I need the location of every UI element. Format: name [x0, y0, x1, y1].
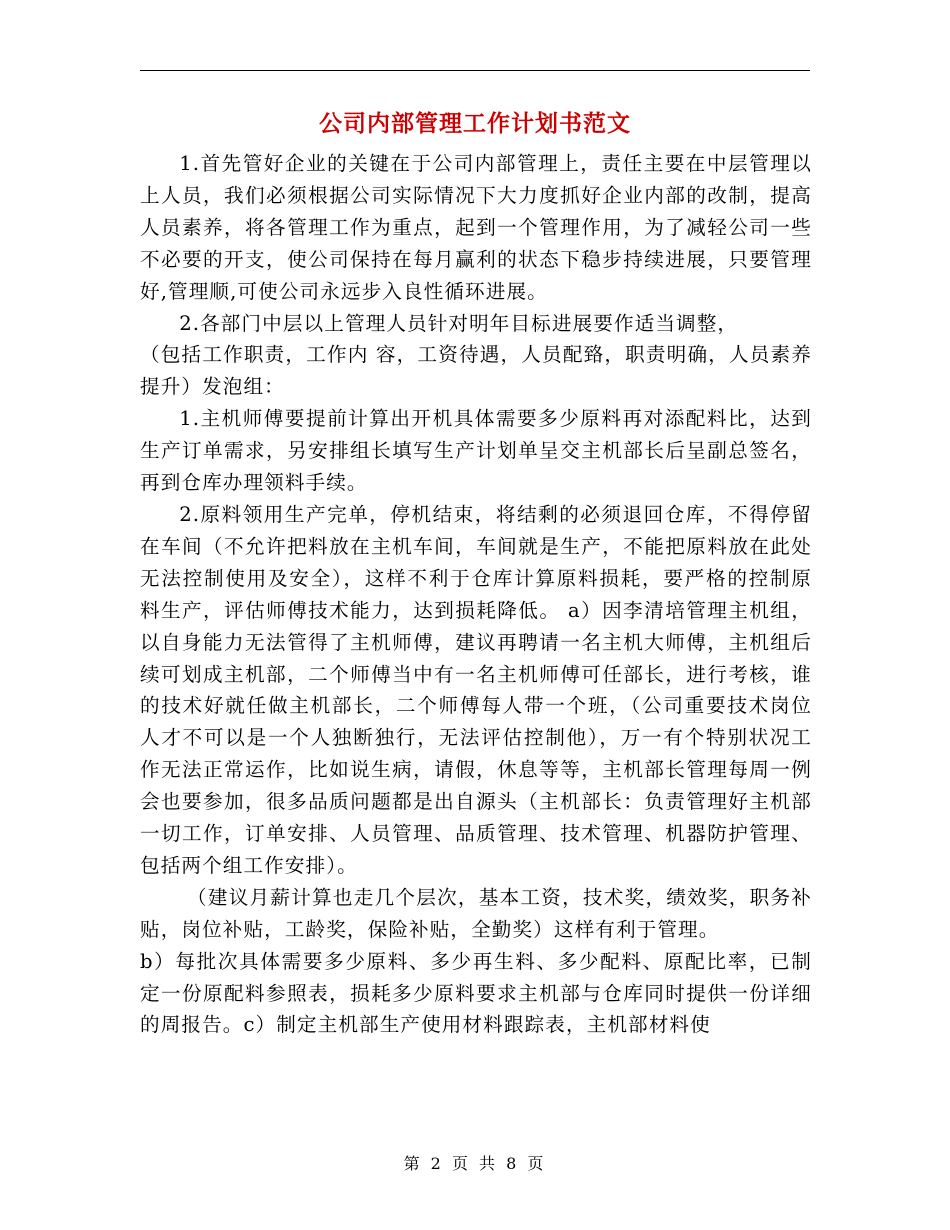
paragraph: 2.原料领用生产完单，停机结束，将结剩的必须退回仓库，不得停留在车间（不允许把料放在主机车间，车间就是生产，不能把原料放在此处无法控制使用及安全），这样不利于仓库计算原料损耗，要严格的控制原料生产，评估师傅技术能力，达到损耗降低。 a）因李清培管理主机组，以自身能力无法管得了主机师傅，建议再聘请一名主机大师傅，主机组后续可划成主机部，二个师傅当中有一名主机师傅可任部长，进行考核，谁的技术好就任做主机部长，二个师傅每人带一个班，（公司重要技术岗位人才不可以是一个人独断独行，无法评估控制他），万一有个特别状况工作无法正常运作，比如说生病，请假，休息等等，主机部长管理每周一例会也要参加，很多品质问题都是出自源头（主机部长：负责管理好主机部一切工作，订单安排、人员管理、品质管理、技术管理、机器防护管理、包括两个组工作安排）。 — [140, 502, 812, 877]
paragraph: b）每批次具体需要多少原料、多少再生料、多少配料、原配比率，已制定一份原配料参照表，损耗多少原料要求主机部与仓库同时提供一份详细的周报告。c）制定主机部生产使用材料跟踪表，主机部材料使 — [140, 949, 812, 1037]
page-title: 公司内部管理工作计划书范文 — [319, 110, 631, 137]
paragraph: 1.主机师傅要提前计算出开机具体需要多少原料再对添配料比，达到生产订单需求，另安排组长填写生产计划单呈交主机部长后呈副总签名，再到仓库办理领料手续。 — [140, 407, 812, 495]
paragraph: （包括工作职责，工作内 容，工资待遇，人员配臵，职责明确，人员素养提升）发泡组： — [140, 343, 812, 399]
header-rule — [140, 70, 810, 71]
page-number: 第 2 页 共 8 页 — [403, 1154, 547, 1173]
paragraph: （建议月薪计算也走几个层次，基本工资，技术奖，绩效奖，职务补贴，岗位补贴，工龄奖，保险补贴，全勤奖）这样有利于管理。 — [140, 885, 812, 941]
document-body — [140, 148, 812, 1041]
paragraph: 2.各部门中层以上管理人员针对明年目标进展要作适当调整， — [179, 311, 739, 335]
paragraph: 1.首先管好企业的关键在于公司内部管理上，责任主要在中层管理以上人员，我们必须根据公司实际情况下大力度抓好企业内部的改制，提高人员素养，将各管理工作为重点，起到一个管理作用，为了减轻公司一些不必要的开支，使公司保持在每月赢利的状态下稳步持续进展，只要管理好,管理顺,可使公司永远步入良性循环进展。 — [140, 152, 812, 303]
